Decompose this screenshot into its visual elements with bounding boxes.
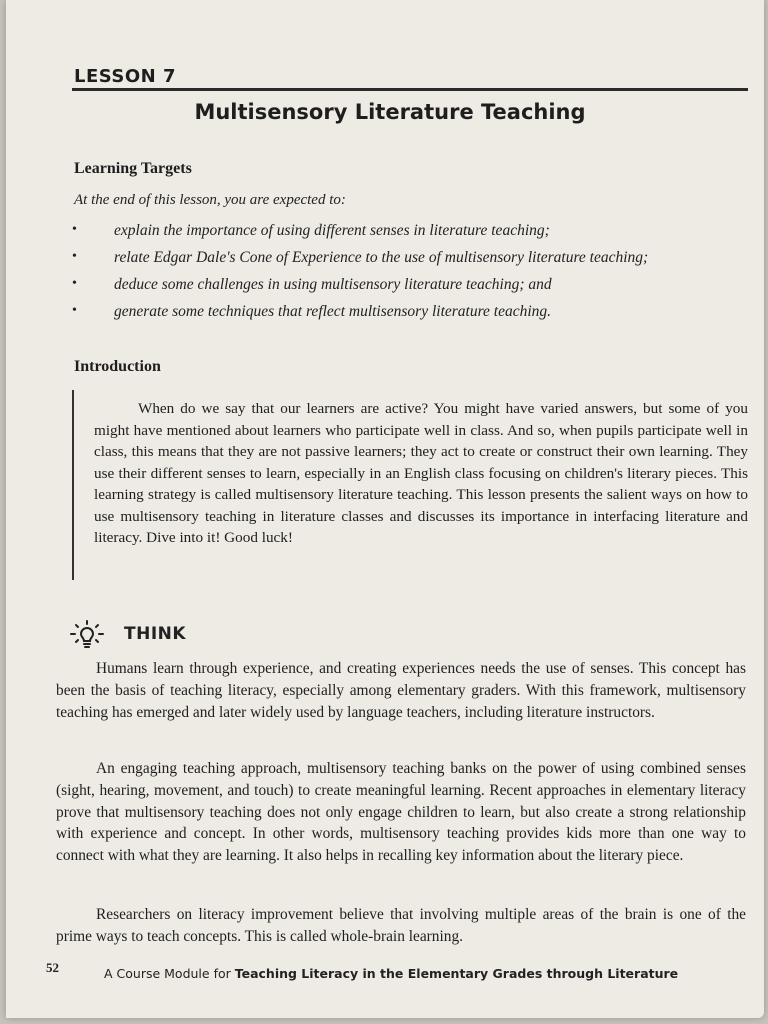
- list-item-text: explain the importance of using different senses in literature teaching;: [114, 222, 550, 239]
- bullet-icon: •: [72, 303, 77, 318]
- book-page: [6, 0, 764, 1018]
- header-rule: [72, 88, 748, 91]
- learning-targets-heading: Learning Targets: [74, 160, 192, 177]
- lesson-title: Multisensory Literature Teaching: [194, 100, 586, 124]
- page-number: 52: [46, 960, 59, 975]
- footer-course-title: [104, 966, 678, 981]
- list-item: [70, 222, 760, 249]
- list-item-text: generate some techniques that reflect multisensory literature teaching.: [114, 303, 552, 320]
- lightbulb-icon: [68, 620, 106, 652]
- footer-prefix: A Course Module for: [104, 966, 235, 981]
- think-paragraph-2: An engaging teaching approach, multisensory teaching banks on the power of using combined senses (sight, hearing, movement, and touch) to create meaningful learning. Recent approaches in elementary literacy prove that multisensory teaching does not only engage children to learn, but also create a strong relationship with experience and concept. In other words, multisensory teaching provides kids more than one way to connect with what they are learning. It also helps in recalling key information about the literary piece.: [56, 760, 746, 865]
- introduction-side-bar: [72, 390, 74, 580]
- learning-targets-list: [70, 222, 760, 330]
- footer-title: Teaching Literacy in the Elementary Grades through Literature: [234, 966, 679, 981]
- list-item-text: deduce some challenges in using multisensory literature teaching; and: [114, 276, 552, 293]
- learning-targets-lead: At the end of this lesson, you are expected to:: [74, 192, 346, 208]
- list-item: [70, 249, 760, 276]
- think-paragraph-1: Humans learn through experience, and creating experiences needs the use of senses. This concept has been the basis of teaching literacy, especially among elementary graders. With this framework, multisensory teaching has emerged and later widely used by language teachers, including literature instructors.: [56, 660, 746, 721]
- bullet-icon: •: [72, 249, 77, 264]
- list-item: [70, 303, 760, 330]
- think-label: THINK: [124, 624, 187, 644]
- list-item: [70, 276, 760, 303]
- think-paragraph-3: Researchers on literacy improvement believe that involving multiple areas of the brain is one of the prime ways to teach concepts. This is called whole-brain learning.: [56, 906, 746, 945]
- bullet-icon: •: [72, 222, 77, 237]
- bullet-icon: •: [72, 276, 77, 291]
- list-item-text: relate Edgar Dale's Cone of Experience to the use of multisensory literature teaching;: [114, 249, 649, 266]
- introduction-text: When do we say that our learners are active? You might have varied answers, but some of you might have mentioned about learners who participate well in class. And so, when pupils participate well in class, this means that they are not passive learners; they act to create or construct their own learning. They use their different senses to learn, especially in an English class focusing on children's literary pieces. This learning strategy is called multisensory literature teaching. This lesson presents the salient ways on how to use multisensory teaching in literature classes and discusses its importance in interfacing literature and literacy. Dive into it! Good luck!: [94, 400, 748, 546]
- introduction-heading: Introduction: [74, 358, 161, 375]
- lesson-label: LESSON 7: [74, 66, 177, 87]
